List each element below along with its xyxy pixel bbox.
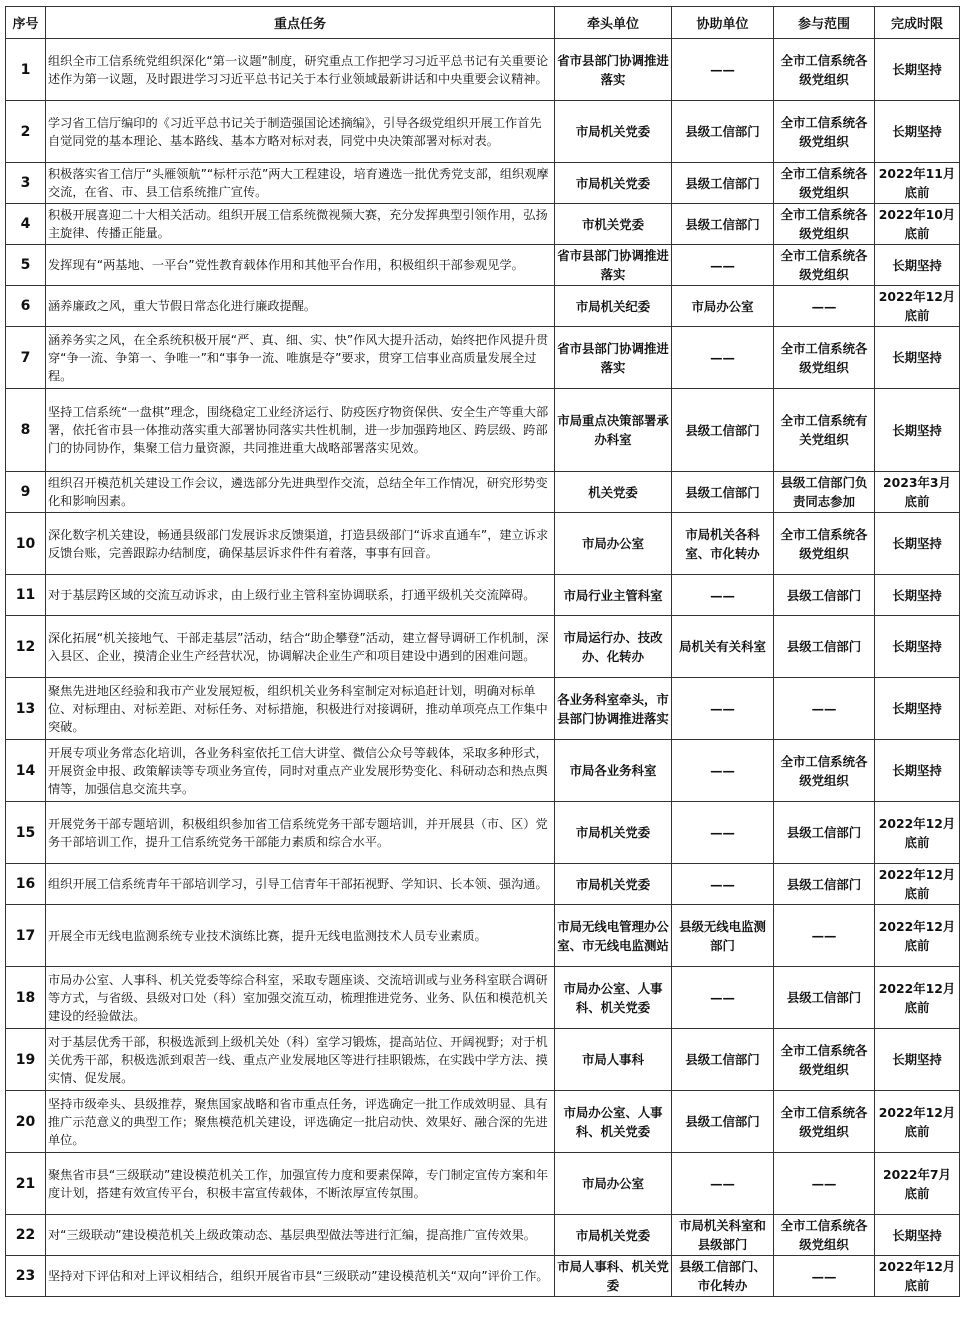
lead-unit: 市局重点决策部署承办科室 bbox=[555, 389, 672, 472]
task-text: 组织开展工信系统青年干部培训学习，引导工信青年干部拓视野、学知识、长本领、强沟通。 bbox=[46, 864, 555, 905]
deadline: 2022年12月底前 bbox=[875, 1091, 960, 1153]
row-number: 3 bbox=[6, 163, 46, 204]
deadline: 长期坚持 bbox=[875, 513, 960, 575]
task-text: 积极落实省工信厅“头雁领航”“标杆示范”两大工程建设，培育遴选一批优秀党支部，组织观摩交流，在省、市、县工信系统推广宣传。 bbox=[46, 163, 555, 204]
header-no: 序号 bbox=[6, 7, 46, 39]
row-number: 17 bbox=[6, 905, 46, 967]
scope: 全市工信系统各级党组织 bbox=[774, 204, 875, 245]
deadline: 2022年12月底前 bbox=[875, 1256, 960, 1297]
task-text: 发挥现有“两基地、一平台”党性教育载体作用和其他平台作用，积极组织干部参观见学。 bbox=[46, 245, 555, 286]
task-text: 开展专项业务常态化培训，各业务科室依托工信大讲堂、微信公众号等载体，采取多种形式，开展资金申报、政策解读等专项业务宣传，同时对重点产业发展形势变化、科研动态和热点舆情等，加强信息交流共享。 bbox=[46, 740, 555, 802]
task-text: 市局办公室、人事科、机关党委等综合科室，采取专题座谈、交流培训或与业务科室联合调研等方式，与省级、县级对口处（科）室加强交流互动，梳理推进党务、业务、队伍和模范机关建设的经验做法。 bbox=[46, 967, 555, 1029]
task-text: 深化拓展“机关接地气、干部走基层”活动，结合“助企攀登”活动，建立督导调研工作机制，深入县区、企业，摸清企业生产经营状况，协调解决企业生产和项目建设中遇到的困难问题。 bbox=[46, 616, 555, 678]
table-row bbox=[6, 616, 960, 678]
lead-unit: 市局机关党委 bbox=[555, 163, 672, 204]
deadline: 长期坚持 bbox=[875, 575, 960, 616]
table-row bbox=[6, 286, 960, 327]
task-text: 涵养廉政之风，重大节假日常态化进行廉政提醒。 bbox=[46, 286, 555, 327]
header-deadline: 完成时限 bbox=[875, 7, 960, 39]
task-text: 聚焦先进地区经验和我市产业发展短板，组织机关业务科室制定对标追赶计划，明确对标单位、对标理由、对标差距、对标任务、对标措施，积极进行对接调研，推动单项亮点工作集中突破。 bbox=[46, 678, 555, 740]
scope: —— bbox=[774, 678, 875, 740]
row-number: 22 bbox=[6, 1215, 46, 1256]
row-number: 12 bbox=[6, 616, 46, 678]
assist-unit: —— bbox=[672, 967, 774, 1029]
task-text: 深化数字机关建设，畅通县级部门发展诉求反馈渠道，打造县级部门“诉求直通车”，建立诉求反馈台账，完善跟踪办结制度，确保基层诉求件件有着落，事事有回音。 bbox=[46, 513, 555, 575]
scope: 县级工信部门负责同志参加 bbox=[774, 472, 875, 513]
deadline: 长期坚持 bbox=[875, 740, 960, 802]
lead-unit: 市局行业主管科室 bbox=[555, 575, 672, 616]
deadline: 2023年3月底前 bbox=[875, 472, 960, 513]
scope: 县级工信部门 bbox=[774, 864, 875, 905]
header-scope: 参与范围 bbox=[774, 7, 875, 39]
row-number: 9 bbox=[6, 472, 46, 513]
lead-unit: 市局人事科 bbox=[555, 1029, 672, 1091]
scope: 全市工信系统各级党组织 bbox=[774, 327, 875, 389]
row-number: 11 bbox=[6, 575, 46, 616]
assist-unit: 县级工信部门 bbox=[672, 1091, 774, 1153]
task-text: 开展全市无线电监测系统专业技术演练比赛，提升无线电监测技术人员专业素质。 bbox=[46, 905, 555, 967]
table-row bbox=[6, 389, 960, 472]
lead-unit: 市局办公室、人事科、机关党委 bbox=[555, 1091, 672, 1153]
lead-unit: 市局机关党委 bbox=[555, 101, 672, 163]
scope: 全市工信系统有关党组织 bbox=[774, 389, 875, 472]
deadline: 2022年12月底前 bbox=[875, 967, 960, 1029]
table-row bbox=[6, 163, 960, 204]
lead-unit: 市局办公室 bbox=[555, 513, 672, 575]
key-task-table bbox=[5, 6, 960, 1297]
task-text: 坚持工信系统“一盘棋”理念，围绕稳定工业经济运行、防疫医疗物资保供、安全生产等重大部署，依托省市县一体推动落实重大部署协同落实共性机制，进一步加强跨地区、跨层级、跨部门的协同协作，集聚工信力量资源，共同推进重大战略部署落实见效。 bbox=[46, 389, 555, 472]
table-row bbox=[6, 204, 960, 245]
lead-unit: 市局机关党委 bbox=[555, 864, 672, 905]
deadline: 长期坚持 bbox=[875, 1215, 960, 1256]
row-number: 14 bbox=[6, 740, 46, 802]
assist-unit: —— bbox=[672, 1153, 774, 1215]
assist-unit: 县级工信部门 bbox=[672, 204, 774, 245]
deadline: 2022年11月底前 bbox=[875, 163, 960, 204]
table-row bbox=[6, 101, 960, 163]
assist-unit: 县级无线电监测部门 bbox=[672, 905, 774, 967]
task-text: 对于基层优秀干部，积极选派到上级机关处（科）室学习锻炼，提高站位、开阔视野；对于机关优秀干部，积极选派到艰苦一线、重点产业发展地区等进行挂职锻炼，在实践中学方法、摸实情、促发展。 bbox=[46, 1029, 555, 1091]
lead-unit: 市机关党委 bbox=[555, 204, 672, 245]
row-number: 4 bbox=[6, 204, 46, 245]
deadline: 长期坚持 bbox=[875, 39, 960, 101]
row-number: 10 bbox=[6, 513, 46, 575]
row-number: 8 bbox=[6, 389, 46, 472]
lead-unit: 市局无线电管理办公室、市无线电监测站 bbox=[555, 905, 672, 967]
task-text: 坚持市级牵头、县级推荐，聚焦国家战略和省市重点任务，评选确定一批工作成效明显、具有推广示范意义的典型工作；聚焦模范机关建设，评选确定一批启动快、效果好、融合深的先进单位。 bbox=[46, 1091, 555, 1153]
assist-unit: —— bbox=[672, 740, 774, 802]
task-text: 聚焦省市县“三级联动”建设模范机关工作，加强宣传力度和要素保障，专门制定宣传方案和年度计划，搭建有效宣传平台，积极丰富宣传载体，不断浓厚宣传氛围。 bbox=[46, 1153, 555, 1215]
assist-unit: 县级工信部门 bbox=[672, 1029, 774, 1091]
table-row bbox=[6, 1029, 960, 1091]
task-text: 涵养务实之风，在全系统积极开展“严、真、细、实、快”作风大提升活动，始终把作风提升贯穿“争一流、争第一、争唯一”和“事争一流、唯旗是夺”要求，贯穿工信事业高质量发展全过程。 bbox=[46, 327, 555, 389]
row-number: 19 bbox=[6, 1029, 46, 1091]
deadline: 长期坚持 bbox=[875, 245, 960, 286]
table-row bbox=[6, 513, 960, 575]
assist-unit: 县级工信部门 bbox=[672, 389, 774, 472]
scope: 全市工信系统各级党组织 bbox=[774, 513, 875, 575]
assist-unit: —— bbox=[672, 39, 774, 101]
table-row bbox=[6, 905, 960, 967]
row-number: 13 bbox=[6, 678, 46, 740]
assist-unit: 市局办公室 bbox=[672, 286, 774, 327]
scope: 全市工信系统各级党组织 bbox=[774, 1215, 875, 1256]
lead-unit: 市局办公室 bbox=[555, 1153, 672, 1215]
table-body bbox=[6, 39, 960, 1297]
scope: 县级工信部门 bbox=[774, 616, 875, 678]
assist-unit: 县级工信部门 bbox=[672, 101, 774, 163]
assist-unit: —— bbox=[672, 575, 774, 616]
scope: —— bbox=[774, 286, 875, 327]
header-task: 重点任务 bbox=[46, 7, 555, 39]
assist-unit: 市局机关各科室、市化转办 bbox=[672, 513, 774, 575]
deadline: 2022年10月底前 bbox=[875, 204, 960, 245]
scope: 全市工信系统各级党组织 bbox=[774, 163, 875, 204]
row-number: 6 bbox=[6, 286, 46, 327]
assist-unit: —— bbox=[672, 864, 774, 905]
assist-unit: 县级工信部门 bbox=[672, 472, 774, 513]
row-number: 23 bbox=[6, 1256, 46, 1297]
lead-unit: 市局机关党委 bbox=[555, 802, 672, 864]
assist-unit: 市局机关科室和县级部门 bbox=[672, 1215, 774, 1256]
task-text: 学习省工信厅编印的《习近平总书记关于制造强国论述摘编》，引导各级党组织开展工作首先自觉同党的基本理论、基本路线、基本方略对标对表，同党中央决策部署对标对表。 bbox=[46, 101, 555, 163]
task-text: 开展党务干部专题培训，积极组织参加省工信系统党务干部专题培训，并开展县（市、区）党务干部培训工作，提升工信系统党务干部能力素质和综合水平。 bbox=[46, 802, 555, 864]
assist-unit: 县级工信部门 bbox=[672, 163, 774, 204]
scope: 县级工信部门 bbox=[774, 802, 875, 864]
table-row bbox=[6, 967, 960, 1029]
assist-unit: —— bbox=[672, 327, 774, 389]
lead-unit: 市局运行办、技改办、化转办 bbox=[555, 616, 672, 678]
table-row bbox=[6, 1091, 960, 1153]
table-row bbox=[6, 802, 960, 864]
deadline: 2022年12月底前 bbox=[875, 864, 960, 905]
deadline: 长期坚持 bbox=[875, 678, 960, 740]
table-row bbox=[6, 1215, 960, 1256]
deadline: 长期坚持 bbox=[875, 1029, 960, 1091]
lead-unit: 市局机关党委 bbox=[555, 1215, 672, 1256]
deadline: 2022年12月底前 bbox=[875, 905, 960, 967]
lead-unit: 各业务科室牵头，市县部门协调推进落实 bbox=[555, 678, 672, 740]
row-number: 5 bbox=[6, 245, 46, 286]
scope: —— bbox=[774, 905, 875, 967]
table-row bbox=[6, 575, 960, 616]
scope: 县级工信部门 bbox=[774, 967, 875, 1029]
deadline: 2022年12月底前 bbox=[875, 802, 960, 864]
table-row bbox=[6, 472, 960, 513]
row-number: 21 bbox=[6, 1153, 46, 1215]
row-number: 7 bbox=[6, 327, 46, 389]
row-number: 18 bbox=[6, 967, 46, 1029]
lead-unit: 市局人事科、机关党委 bbox=[555, 1256, 672, 1297]
lead-unit: 市局办公室、人事科、机关党委 bbox=[555, 967, 672, 1029]
task-text: 积极开展喜迎二十大相关活动。组织开展工信系统微视频大赛，充分发挥典型引领作用，弘扬主旋律、传播正能量。 bbox=[46, 204, 555, 245]
deadline: 长期坚持 bbox=[875, 101, 960, 163]
deadline: 长期坚持 bbox=[875, 327, 960, 389]
row-number: 1 bbox=[6, 39, 46, 101]
row-number: 2 bbox=[6, 101, 46, 163]
scope: —— bbox=[774, 1256, 875, 1297]
deadline: 2022年12月底前 bbox=[875, 286, 960, 327]
deadline: 长期坚持 bbox=[875, 389, 960, 472]
header-lead: 牵头单位 bbox=[555, 7, 672, 39]
lead-unit: 省市县部门协调推进落实 bbox=[555, 245, 672, 286]
scope: 全市工信系统各级党组织 bbox=[774, 1091, 875, 1153]
table-row bbox=[6, 1153, 960, 1215]
assist-unit: —— bbox=[672, 678, 774, 740]
lead-unit: 市局机关纪委 bbox=[555, 286, 672, 327]
task-text: 组织召开模范机关建设工作会议，遴选部分先进典型作交流，总结全年工作情况，研究形势变化和影响因素。 bbox=[46, 472, 555, 513]
table-row bbox=[6, 327, 960, 389]
lead-unit: 机关党委 bbox=[555, 472, 672, 513]
table-row bbox=[6, 864, 960, 905]
assist-unit: —— bbox=[672, 245, 774, 286]
row-number: 20 bbox=[6, 1091, 46, 1153]
task-text: 坚持对下评估和对上评议相结合，组织开展省市县“三级联动”建设模范机关“双向”评价工作。 bbox=[46, 1256, 555, 1297]
task-text: 对“三级联动”建设模范机关上级政策动态、基层典型做法等进行汇编，提高推广宣传效果。 bbox=[46, 1215, 555, 1256]
lead-unit: 省市县部门协调推进落实 bbox=[555, 39, 672, 101]
task-text: 组织全市工信系统党组织深化“第一议题”制度，研究重点工作把学习习近平总书记有关重要论述作为第一议题，及时跟进学习习近平总书记关于本行业领域最新讲话和中央重要会议精神。 bbox=[46, 39, 555, 101]
deadline: 长期坚持 bbox=[875, 616, 960, 678]
deadline: 2022年7月底前 bbox=[875, 1153, 960, 1215]
header-assist: 协助单位 bbox=[672, 7, 774, 39]
scope: 全市工信系统各级党组织 bbox=[774, 101, 875, 163]
scope: 全市工信系统各级党组织 bbox=[774, 39, 875, 101]
assist-unit: —— bbox=[672, 802, 774, 864]
table-row bbox=[6, 39, 960, 101]
table-row bbox=[6, 678, 960, 740]
scope: 全市工信系统各级党组织 bbox=[774, 245, 875, 286]
table-row bbox=[6, 1256, 960, 1297]
header-row bbox=[6, 7, 960, 39]
lead-unit: 市局各业务科室 bbox=[555, 740, 672, 802]
lead-unit: 省市县部门协调推进落实 bbox=[555, 327, 672, 389]
scope: 全市工信系统各级党组织 bbox=[774, 1029, 875, 1091]
row-number: 16 bbox=[6, 864, 46, 905]
scope: 全市工信系统各级党组织 bbox=[774, 740, 875, 802]
table-row bbox=[6, 740, 960, 802]
task-text: 对于基层跨区域的交流互动诉求，由上级行业主管科室协调联系，打通平级机关交流障碍。 bbox=[46, 575, 555, 616]
scope: —— bbox=[774, 1153, 875, 1215]
assist-unit: 县级工信部门、市化转办 bbox=[672, 1256, 774, 1297]
assist-unit: 局机关有关科室 bbox=[672, 616, 774, 678]
row-number: 15 bbox=[6, 802, 46, 864]
table-row bbox=[6, 245, 960, 286]
scope: 县级工信部门 bbox=[774, 575, 875, 616]
